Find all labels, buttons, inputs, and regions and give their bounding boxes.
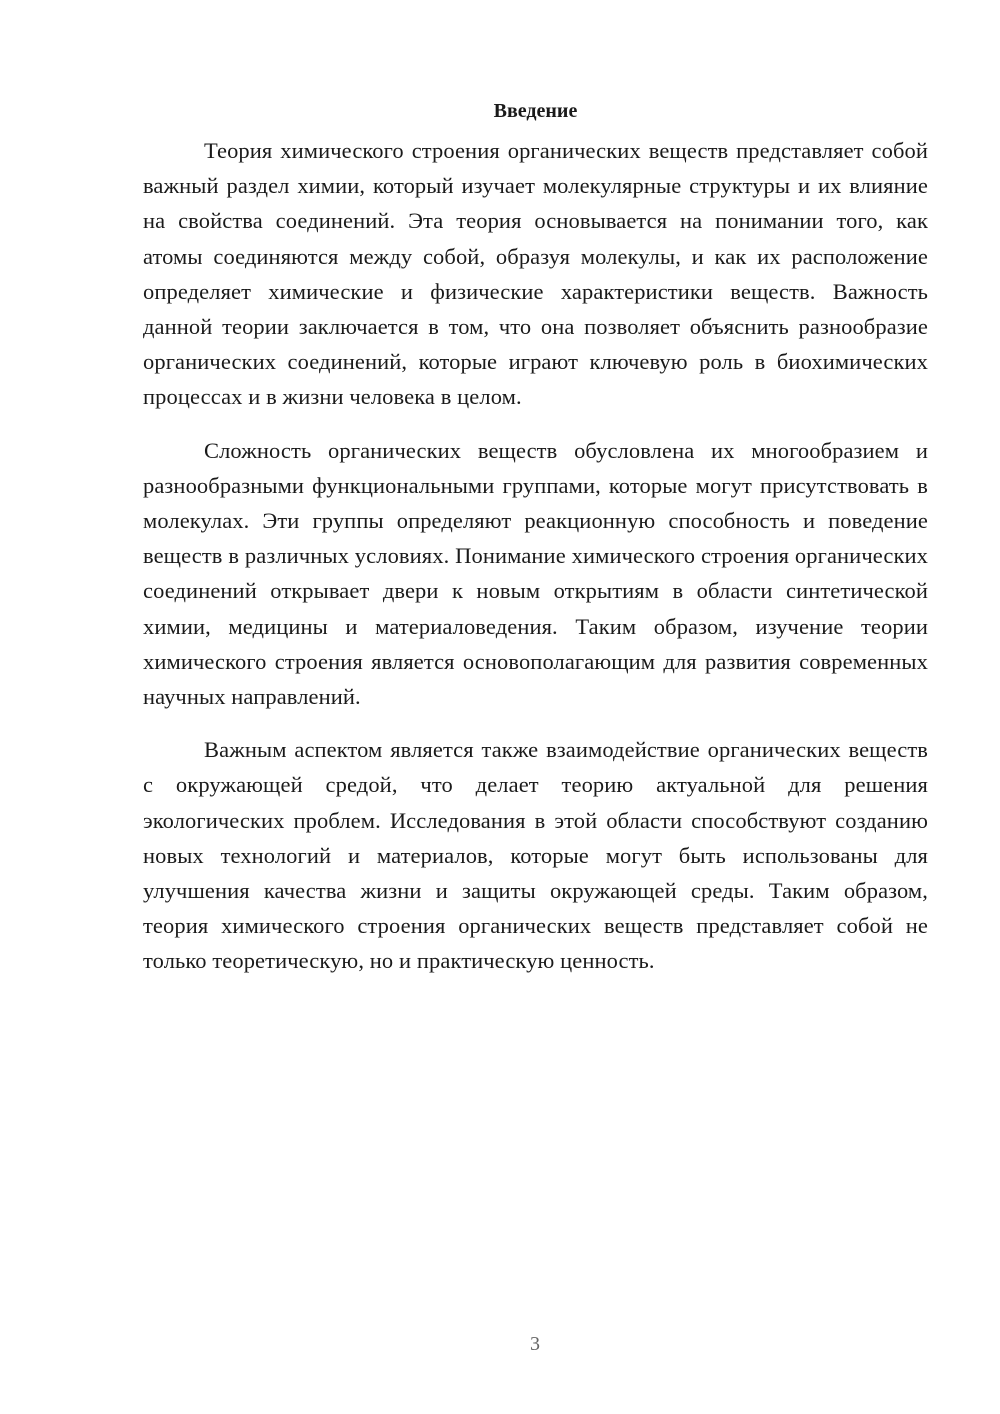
- section-heading: Введение: [493, 100, 578, 122]
- page-content: [143, 96, 928, 997]
- paragraph-2: Сложность органических веществ обусловлена их многообразием и разнообразными функциональными группами, которые могут присутствовать в молекулах. Эти группы определяют реакционную способность и поведение веществ в различных условиях. Понимание химического строения органических соединений открывает двери к новым открытиям в области синтетической химии, медицины и материаловедения. Таким образом, изучение теории химического строения является основополагающим для развития современных научных направлений.: [143, 437, 928, 710]
- page-number: 3: [530, 1333, 540, 1355]
- paragraph-3: Важным аспектом является также взаимодействие органических веществ с окружающей средой, что делает теорию актуальной для решения экологических проблем. Исследования в этой области способствуют созданию новых технологий и материалов, которые могут быть использованы для улучшения качества жизни и защиты окружающей среды. Таким образом, теория химического строения органических веществ представляет собой не только теоретическую, но и практическую ценность.: [143, 737, 928, 974]
- paragraph-1: Теория химического строения органических веществ представляет собой важный раздел химии, который изучает молекулярные структуры и их влияние на свойства соединений. Эта теория основывается на понимании того, как атомы соединяются между собой, образуя молекулы, и как их расположение определяет химические и физические характеристики веществ. Важность данной теории заключается в том, что она позволяет объяснить разнообразие органических соединений, которые играют ключевую роль в биохимических процессах и в жизни человека в целом.: [143, 138, 928, 410]
